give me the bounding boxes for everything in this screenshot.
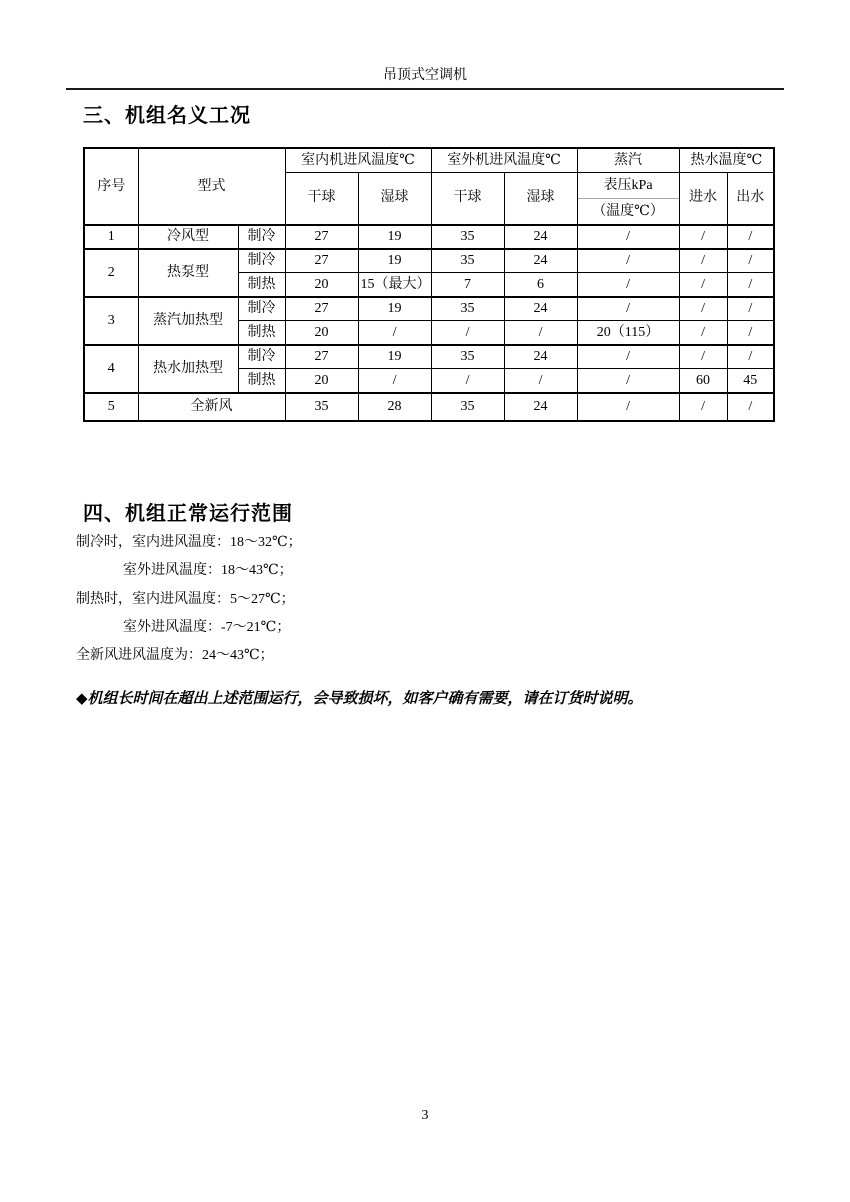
type-cell: 热水加热型 [138, 345, 238, 393]
table-cell: / [727, 393, 774, 421]
section3-title: 三、机组名义工况 [83, 103, 251, 127]
mode-cell: 制热 [238, 273, 285, 297]
table-cell: / [504, 321, 577, 345]
table-row [84, 297, 774, 321]
table-cell: 35 [285, 393, 358, 421]
table-cell: 35 [431, 225, 504, 249]
table-cell: / [727, 297, 774, 321]
table-cell: / [431, 369, 504, 393]
table-cell: 24 [504, 225, 577, 249]
table-cell: 7 [431, 273, 504, 297]
table-cell: / [679, 345, 727, 369]
header-steam-sub [577, 172, 679, 225]
table-cell: / [679, 225, 727, 249]
table-row [84, 393, 774, 421]
table-cell: 35 [431, 249, 504, 273]
table-cell: / [577, 369, 679, 393]
mode-cell: 制冷 [238, 225, 285, 249]
header-dry-bulb-indoor: 干球 [285, 172, 358, 225]
table-row [84, 249, 774, 273]
page-number: 3 [421, 1108, 429, 1123]
header-outdoor-temp: 室外机进风温度℃ [431, 148, 577, 172]
header-steam-temperature: （温度℃） [592, 203, 664, 219]
table-cell: / [577, 297, 679, 321]
table-cell: / [679, 273, 727, 297]
table-cell: / [679, 297, 727, 321]
table-cell: / [727, 321, 774, 345]
running-header-title: 吊顶式空调机 [383, 68, 467, 83]
header-hot-water: 热水温度℃ [679, 148, 774, 172]
warning-note: ◆机组长时间在超出上述范围运行，会导致损坏，如客户确有需要，请在订货时说明。 [76, 689, 643, 707]
running-header [0, 68, 850, 84]
mode-cell: 制冷 [238, 249, 285, 273]
operating-range-line: 全新风进风温度为：24～43℃； [76, 648, 274, 663]
table-cell: / [504, 369, 577, 393]
mode-cell: 制冷 [238, 345, 285, 369]
table-cell: / [679, 321, 727, 345]
table-cell: / [431, 321, 504, 345]
table-cell: 45 [727, 369, 774, 393]
table-cell: / [577, 393, 679, 421]
mode-cell: 制热 [238, 369, 285, 393]
header-rule [66, 88, 784, 90]
table-cell: 20 [285, 369, 358, 393]
table-cell: 20 [285, 321, 358, 345]
table-row [84, 225, 774, 249]
table-cell: / [577, 225, 679, 249]
table-cell: / [577, 273, 679, 297]
table-cell: 27 [285, 225, 358, 249]
table-cell: 35 [431, 393, 504, 421]
table-cell: 27 [285, 345, 358, 369]
table-cell: / [358, 369, 431, 393]
seq-cell: 5 [84, 393, 138, 421]
mode-cell: 制冷 [238, 297, 285, 321]
table-cell: / [577, 345, 679, 369]
seq-cell: 4 [84, 345, 138, 393]
table-header-row-1 [84, 148, 774, 172]
nominal-conditions-table [83, 147, 775, 422]
table-cell: / [727, 345, 774, 369]
type-cell: 蒸汽加热型 [138, 297, 238, 345]
table-cell: 6 [504, 273, 577, 297]
header-steam: 蒸汽 [577, 148, 679, 172]
header-water-out: 出水 [727, 172, 774, 225]
table-cell: 28 [358, 393, 431, 421]
type-cell: 冷风型 [138, 225, 238, 249]
table-cell: / [577, 249, 679, 273]
table-cell: / [679, 393, 727, 421]
table-cell: 24 [504, 393, 577, 421]
seq-cell: 1 [84, 225, 138, 249]
header-steam-gauge-pressure: 表压kPa [578, 173, 679, 199]
table-cell: 20 [285, 273, 358, 297]
table-cell: 15（最大） [358, 273, 431, 297]
table-cell: 27 [285, 297, 358, 321]
table-row [84, 345, 774, 369]
header-wet-bulb-outdoor: 湿球 [504, 172, 577, 225]
table-cell: 27 [285, 249, 358, 273]
seq-cell: 2 [84, 249, 138, 297]
header-water-in: 进水 [679, 172, 727, 225]
table-cell: 19 [358, 345, 431, 369]
table-cell: / [727, 225, 774, 249]
type-cell: 热泵型 [138, 249, 238, 297]
header-seq: 序号 [84, 148, 138, 225]
section4-title: 四、机组正常运行范围 [83, 501, 293, 525]
header-indoor-temp: 室内机进风温度℃ [285, 148, 431, 172]
table-cell: 60 [679, 369, 727, 393]
seq-cell: 3 [84, 297, 138, 345]
table-cell: 19 [358, 249, 431, 273]
table-cell: 24 [504, 249, 577, 273]
table-cell: 20（115） [577, 321, 679, 345]
operating-range-line: 室外进风温度：18～43℃； [123, 563, 293, 578]
type-cell: 全新风 [138, 393, 285, 421]
header-wet-bulb-indoor: 湿球 [358, 172, 431, 225]
mode-cell: 制热 [238, 321, 285, 345]
table-cell: 35 [431, 297, 504, 321]
table-cell: / [679, 249, 727, 273]
table-cell: / [727, 249, 774, 273]
operating-range-line: 室外进风温度：-7～21℃； [123, 620, 291, 635]
table-cell: 19 [358, 297, 431, 321]
table-cell: 24 [504, 345, 577, 369]
table-cell: / [727, 273, 774, 297]
operating-range-line: 制冷时，室内进风温度：18～32℃； [76, 535, 302, 550]
table-cell: 35 [431, 345, 504, 369]
table-cell: 24 [504, 297, 577, 321]
operating-range-line: 制热时，室内进风温度：5～27℃； [76, 592, 295, 607]
table-cell: / [358, 321, 431, 345]
header-dry-bulb-outdoor: 干球 [431, 172, 504, 225]
header-type: 型式 [138, 148, 285, 225]
table-cell: 19 [358, 225, 431, 249]
